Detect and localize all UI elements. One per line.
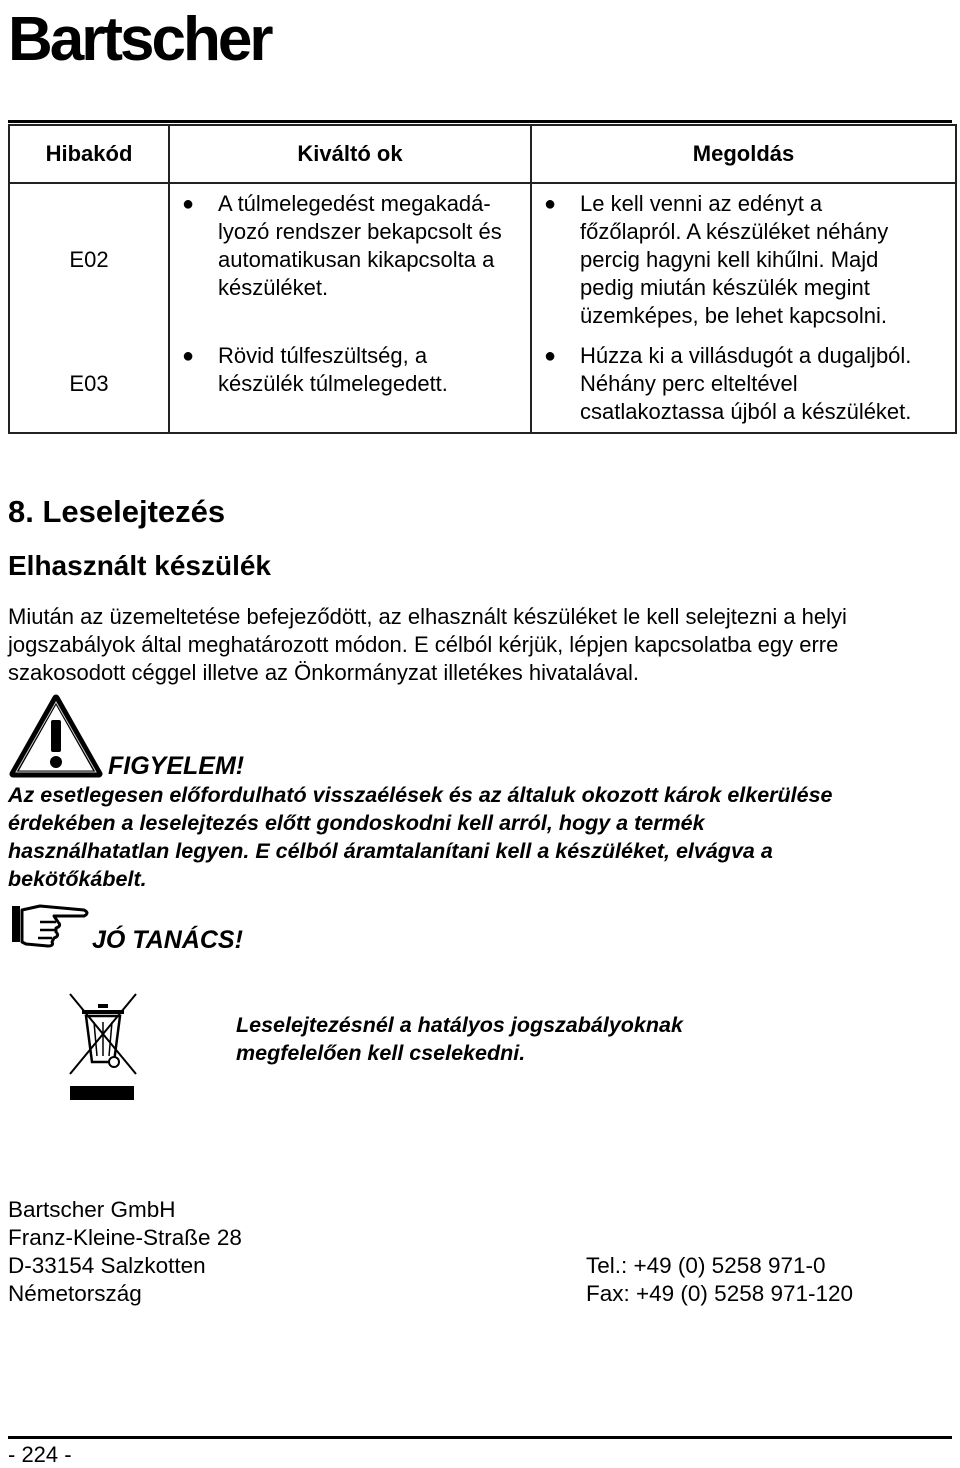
bullet: ● <box>544 345 557 367</box>
cause-text: Rövid túlfeszültség, a készülék túlmelegedett. <box>218 343 448 396</box>
column-header-solution: Megoldás <box>531 125 956 183</box>
column-header-code: Hibakód <box>9 125 169 183</box>
error-code: E02 <box>9 183 169 336</box>
tip-title: JÓ TANÁCS! <box>92 926 243 954</box>
company-street: Franz-Kleine-Straße 28 <box>8 1225 242 1250</box>
warning-title: FIGYELEM! <box>108 752 245 780</box>
logo-text: Bartscher <box>8 5 271 74</box>
disposal-paragraph: Miután az üzemeltetése befejeződött, az elhasznált készüléket le kell selejtezni a helyi jogszabályok által meghatározott módon. E célból kérjük, lépjen kapcsolatba egy erre szakosodott céggel illetve az Önkormányzat illetékes hivatalával. <box>8 604 847 685</box>
solution-text: Le kell venni az edényt a főzőlapról. A készüléket néhány percig hagyni kell kihűlni. Majd pedig miután készülék megint üzemképes, be lehet kapcsolni. <box>580 191 889 328</box>
solution-text: Húzza ki a villásdugót a dugaljból. Néhány perc elteltével csatlakoztassa újból a készüléket. <box>580 343 912 424</box>
bartscher-logo <box>8 4 271 74</box>
cause-text: A túlmelegedést megakadá- lyozó rendszer bekapcsolt és automatikusan kikapcsolta a készüléket. <box>218 191 502 300</box>
company-country: Németország <box>8 1281 142 1306</box>
top-divider <box>8 120 952 123</box>
column-header-cause: Kiváltó ok <box>169 125 531 183</box>
company-tel: Tel.: +49 (0) 5258 971-0 <box>586 1253 826 1278</box>
table-header-row <box>9 125 956 183</box>
cause-cell <box>169 183 531 336</box>
bullet: ● <box>182 193 195 215</box>
error-code-table <box>8 124 957 434</box>
company-contact <box>586 1252 853 1308</box>
company-name: Bartscher GmbH <box>8 1197 176 1222</box>
bullet: ● <box>182 345 195 367</box>
bottom-divider <box>8 1436 952 1439</box>
company-address <box>8 1196 242 1308</box>
error-code: E03 <box>9 336 169 433</box>
section-title: 8. Leselejtezés <box>8 494 226 529</box>
company-city: D-33154 Salzkotten <box>8 1253 206 1278</box>
company-fax: Fax: +49 (0) 5258 971-120 <box>586 1281 854 1306</box>
cause-cell <box>169 336 531 433</box>
weee-text: Leselejtezésnél a hatályos jogszabályoknak megfelelően kell cselekedni. <box>236 1013 683 1065</box>
section-subtitle: Elhasznált készülék <box>8 550 272 581</box>
crossed-bin-icon <box>64 990 140 1108</box>
solution-cell <box>531 336 956 433</box>
page-number: - 224 - <box>8 1442 72 1467</box>
warning-triangle-icon <box>10 694 102 778</box>
pointing-hand-icon <box>10 900 90 950</box>
table-row <box>9 336 956 433</box>
solution-cell <box>531 183 956 336</box>
bullet: ● <box>544 193 557 215</box>
warning-text: Az esetlegesen előfordulható visszaélések és az általuk okozott károk elkerülése érdekében a leselejtezés előtt gondoskodni kell arról, hogy a termék használhatatlan legyen. E célból áramtalanítani kell a készüléket, elvágva a bekötőkábelt. <box>8 783 833 891</box>
table-row <box>9 183 956 336</box>
